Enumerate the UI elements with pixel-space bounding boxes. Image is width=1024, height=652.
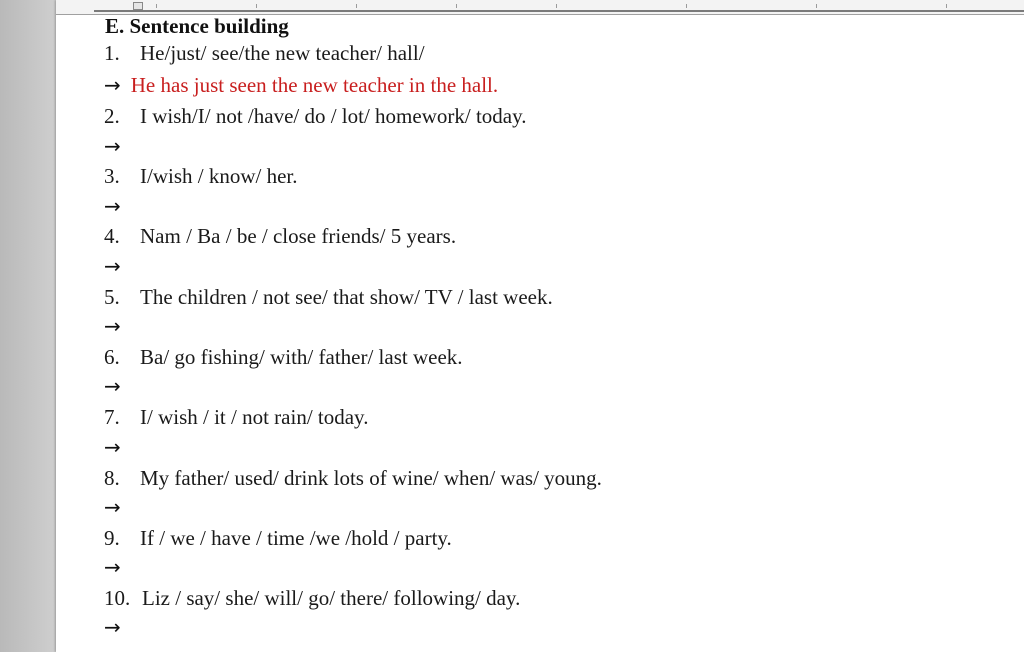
item-prompt: I/wish / know/ her. [140, 164, 298, 188]
ruler-tick [946, 4, 947, 8]
item-prompt: If / we / have / time /we /hold / party. [140, 526, 452, 550]
arrow-icon[interactable]: → [104, 134, 121, 158]
item-number: 2. [104, 104, 120, 128]
arrow-icon[interactable]: → [104, 374, 121, 398]
arrow-icon[interactable]: → [104, 615, 121, 639]
arrow-icon[interactable]: → [104, 194, 121, 218]
arrow-icon[interactable]: → [104, 314, 121, 338]
ruler-margin-bar [94, 10, 1024, 12]
indent-marker[interactable] [133, 2, 143, 10]
exercise-item-10 [104, 585, 520, 611]
ruler-tick [686, 4, 687, 8]
item-number: 1. [104, 41, 120, 65]
answer-line-1[interactable] [104, 72, 498, 98]
exercise-item-5 [104, 284, 553, 310]
arrow-icon[interactable]: → [104, 555, 121, 579]
exercise-item-4 [104, 223, 456, 249]
exercise-item-6 [104, 344, 463, 370]
exercise-item-2 [104, 103, 527, 129]
horizontal-ruler[interactable] [56, 0, 1024, 15]
ruler-tick [356, 4, 357, 8]
item-prompt: Nam / Ba / be / close friends/ 5 years. [140, 224, 457, 248]
item-number: 9. [104, 526, 120, 550]
ruler-tick [456, 4, 457, 8]
item-prompt: The children / not see/ that show/ TV / last week. [140, 285, 553, 309]
ruler-tick [556, 4, 557, 8]
item-number: 10. [104, 586, 131, 610]
item-prompt: My father/ used/ drink lots of wine/ when/ was/ young. [140, 466, 602, 490]
item-number: 4. [104, 224, 120, 248]
item-number: 8. [104, 466, 120, 490]
exercise-item-7 [104, 404, 368, 430]
arrow-icon[interactable]: → [104, 435, 121, 459]
item-answer: He has just seen the new teacher in the hall. [130, 73, 499, 97]
item-number: 3. [104, 164, 120, 188]
section-heading: E. Sentence building [105, 14, 289, 38]
arrow-icon[interactable]: → [104, 254, 121, 278]
exercise-item-3 [104, 163, 298, 189]
item-number: 7. [104, 405, 120, 429]
exercise-item-1 [104, 40, 425, 66]
arrow-icon: → [104, 73, 121, 97]
ruler-tick [256, 4, 257, 8]
arrow-icon[interactable]: → [104, 495, 121, 519]
ruler-tick [816, 4, 817, 8]
item-prompt: Ba/ go fishing/ with/ father/ last week. [140, 345, 463, 369]
document-page[interactable] [56, 0, 1024, 652]
exercise-item-8 [104, 465, 602, 491]
item-number: 6. [104, 345, 120, 369]
left-gutter [0, 0, 56, 652]
item-prompt: Liz / say/ she/ will/ go/ there/ following/ day. [142, 586, 521, 610]
item-prompt: I/ wish / it / not rain/ today. [140, 405, 369, 429]
exercise-item-9 [104, 525, 452, 551]
item-prompt: He/just/ see/the new teacher/ hall/ [140, 41, 425, 65]
ruler-tick [156, 4, 157, 8]
item-prompt: I wish/I/ not /have/ do / lot/ homework/ today. [140, 104, 527, 128]
item-number: 5. [104, 285, 120, 309]
